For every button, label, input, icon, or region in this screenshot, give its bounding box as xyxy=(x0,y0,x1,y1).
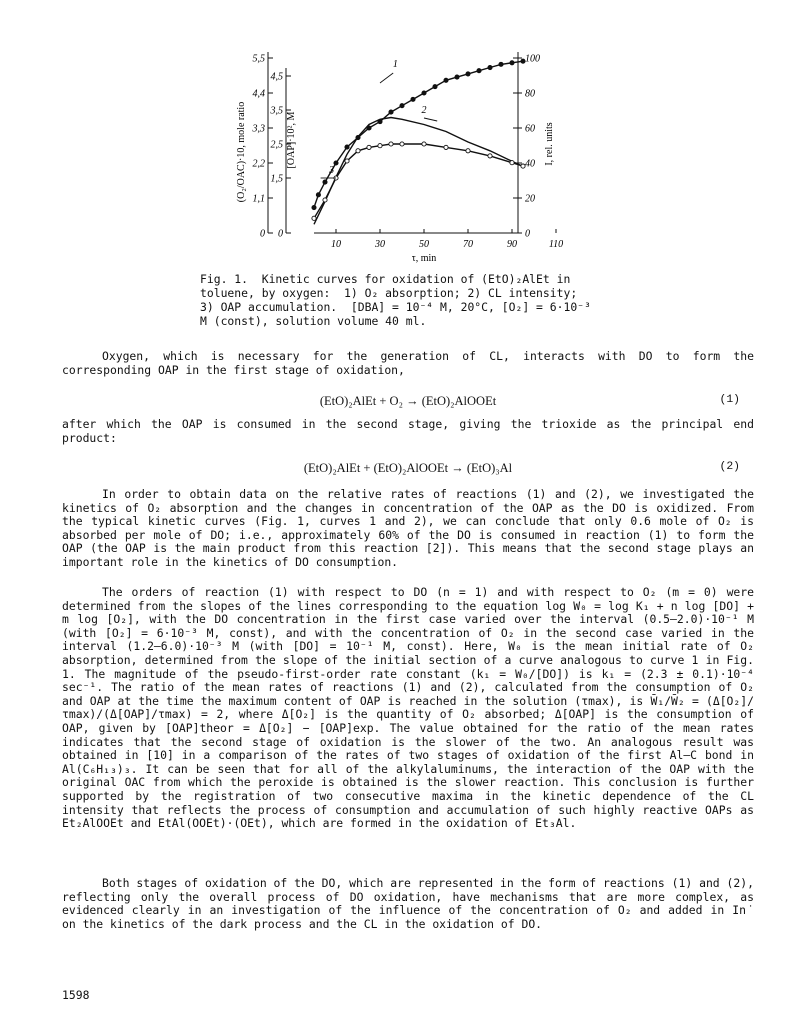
curve-1-point xyxy=(400,104,404,108)
x-tick-label: 50 xyxy=(419,239,429,250)
right-tick-label: 20 xyxy=(525,193,535,205)
curve-label-3: 3 xyxy=(329,165,335,176)
curve-3-point xyxy=(378,144,382,148)
equation-2-number: (2) xyxy=(719,461,740,473)
curve-1-point xyxy=(499,62,503,66)
outer-left-tick-label: 2,2 xyxy=(252,158,265,170)
curve-label-2: 2 xyxy=(421,105,427,116)
equation-2-expression: (EtO)₂AlEt + (EtO)₂AlOOEt → (EtO)₃Al xyxy=(303,461,513,475)
outer-left-tick-label: 4,4 xyxy=(252,88,265,100)
equation-2 xyxy=(62,461,754,477)
curve-1-point xyxy=(422,91,426,95)
curve-3-point xyxy=(323,198,327,202)
curve-3-point xyxy=(488,154,492,158)
curve-3-point xyxy=(389,142,393,146)
curve-1-point xyxy=(466,72,470,76)
curve-3-point xyxy=(356,149,360,153)
curve-1-point xyxy=(510,61,514,65)
right-tick-label: 60 xyxy=(525,123,535,135)
curve-1-point xyxy=(345,145,349,149)
curve-3-point xyxy=(345,159,349,163)
right-axis-label: I, rel. units xyxy=(544,122,555,166)
curve-1-point xyxy=(488,65,492,69)
equation-1-number: (1) xyxy=(719,394,740,406)
curve-3-point xyxy=(400,142,404,146)
figure-1 xyxy=(228,40,564,272)
curve-1-point xyxy=(477,69,481,73)
inner-left-axis-label: [OAP]·10², M xyxy=(286,111,297,169)
paragraph-3: In order to obtain data on the relative rates of reactions (1) and (2), we investigated the kinetics of O₂ absorption and the changes in concentration of the OAP as the DO is oxidized. From the typical kinetic curves (Fig. 1, curves 1 and 2), we can conclude that only 0.6 mole of O₂ is absorbed per mole of DO; i.e., approximately 60% of the DO is consumed in reaction (1) to form the OAP (the OAP is the main product from this reaction [2]). This means that the second stage plays an important role in the kinetics of DO consumption. xyxy=(62,487,754,569)
x-tick-label: 30 xyxy=(375,239,385,250)
x-tick-label: 70 xyxy=(463,239,473,250)
right-tick-label: 40 xyxy=(525,158,535,170)
outer-left-axis-label: (O₂/OAC)·10, mole ratio xyxy=(236,101,247,203)
curve-3-point xyxy=(312,216,316,220)
right-tick-label: 0 xyxy=(525,228,530,240)
curve-3-point xyxy=(521,164,525,168)
curve-3-point xyxy=(466,149,470,153)
outer-left-tick-label: 0 xyxy=(260,228,265,240)
curve-1-point xyxy=(312,205,316,209)
inner-left-tick-label: 3,5 xyxy=(270,105,283,117)
curve-label-1-leader xyxy=(380,73,393,83)
curve-label-1: 1 xyxy=(392,59,398,70)
curve-1-point xyxy=(433,85,437,89)
paragraph-5: Both stages of oxidation of the DO, which are represented in the form of reactions (1) and (2), reflecting only the overall process of DO oxidation, have mechanisms that are more complex, as evidenced clearly in an investigation of the influence of the concentration of O₂ and added in In˙ on the kinetics of the dark process and the CL in the oxidation of DO. xyxy=(62,876,754,931)
equation-1 xyxy=(62,394,754,410)
paragraph-4: The orders of reaction (1) with respect to DO (n = 1) and with respect to O₂ (m = 0) were determined from the slopes of the lines corresponding to the equation log W₀ = log K₁ + n log [DO] + m log [O₂], with the DO concentration in the first case varied over the interval (0.5–2.0)·10⁻¹ M (with [O₂] = 6·10⁻³ M, const), and with the concentration of O₂ in the second case varied in the interval (1.2–6.0)·10⁻³ M (with [DO] = 10⁻¹ M, const). Here, W₀ is the mean initial rate of O₂ absorption, determined from the slope of the initial section of a curve analogous to curve 1 in Fig. 1. The magnitude of the pseudo-first-order rate constant (k₁ = W₀/[DO]) is k₁ = (2.3 ± 0.1)·10⁻⁴ sec⁻¹. The ratio of the mean rates of reactions (1) and (2), calculated from the consumption of O₂ and OAP at the time the maximum content of OAP is reached in the solution (τmax), is W̄₁/W̄₂ = (Δ[O₂]/τmax)/(Δ[OAP]/τmax) = 2, where Δ[O₂] is the quantity of O₂ absorbed; Δ[OAP] is the consumption of OAP, given by [OAP]theor = Δ[O₂] − [OAP]exp. The value obtained for the ratio of the mean rates indicates that the second stage of oxidation is the slower of the two. An analogous result was obtained in [10] in a comparison of the rates of two stages of oxidation of the first Al–C bond in Al(C₆H₁₃)₃. It can be seen that for all of the alkylaluminums, the interaction of the OAP with the original OAC from which the peroxide is obtained is the slower reaction. This conclusion is further supported by the registration of two consecutive maxima in the kinetic dependence of the CL intensity that reflects the process of consumption and accumulation of such highly reactive OAPs as Et₂AlOOEt and EtAl(OOEt)·(OEt), which are formed in the oxidation of Et₃Al. xyxy=(62,585,754,831)
paragraph-2: after which the OAP is consumed in the second stage, giving the trioxide as the principal end product: xyxy=(62,417,754,445)
outer-left-tick-label: 1,1 xyxy=(252,193,265,205)
figure-caption: Fig. 1. Kinetic curves for oxidation of (EtO)₂AlEt in toluene, by oxygen: 1) O₂ absorption; 2) CL intensity; 3) OAP accumulation. [DBA] = 10⁻⁴ M, 20°C, [O₂] = 6·10⁻³ M (const), solution volume 40 ml. xyxy=(200,272,591,328)
curve-1-point xyxy=(521,59,525,63)
x-tick-label: 90 xyxy=(507,239,517,250)
curve-1-point xyxy=(316,193,320,197)
x-tick-label: 10 xyxy=(331,239,341,250)
x-axis-label: τ, min xyxy=(411,253,437,264)
outer-left-tick-label: 3,3 xyxy=(252,123,265,135)
curve-1 xyxy=(314,61,523,207)
paragraph-1: Oxygen, which is necessary for the generation of CL, interacts with DO to form the corresponding OAP in the first stage of oxidation, xyxy=(62,349,754,377)
curve-3-point xyxy=(510,161,514,165)
curve-3-point xyxy=(444,145,448,149)
x-tick-label: 110 xyxy=(548,239,564,250)
curve-1-point xyxy=(323,180,327,184)
curve-3-point xyxy=(367,145,371,149)
outer-left-tick-label: 5,5 xyxy=(252,53,265,65)
equation-1-expression: (EtO)₂AlEt + O₂ → (EtO)₂AlOOEt xyxy=(319,394,497,408)
inner-left-tick-label: 2,5 xyxy=(270,139,283,151)
curve-3-point xyxy=(422,142,426,146)
inner-left-tick-label: 4,5 xyxy=(270,71,283,83)
curve-1-point xyxy=(411,97,415,101)
page-number: 1598 xyxy=(62,988,90,1002)
curve-1-point xyxy=(455,75,459,79)
inner-left-tick-label: 1,5 xyxy=(270,173,283,185)
curve-1-point xyxy=(444,78,448,82)
right-tick-label: 100 xyxy=(525,53,540,65)
curve-label-2-leader xyxy=(424,118,437,121)
curve-1-point xyxy=(389,110,393,114)
curve-2 xyxy=(314,118,523,225)
right-tick-label: 80 xyxy=(525,88,535,100)
inner-left-tick-label: 0 xyxy=(278,228,283,240)
curve-1-point xyxy=(334,161,338,165)
kinetic-curves-chart xyxy=(228,40,564,272)
